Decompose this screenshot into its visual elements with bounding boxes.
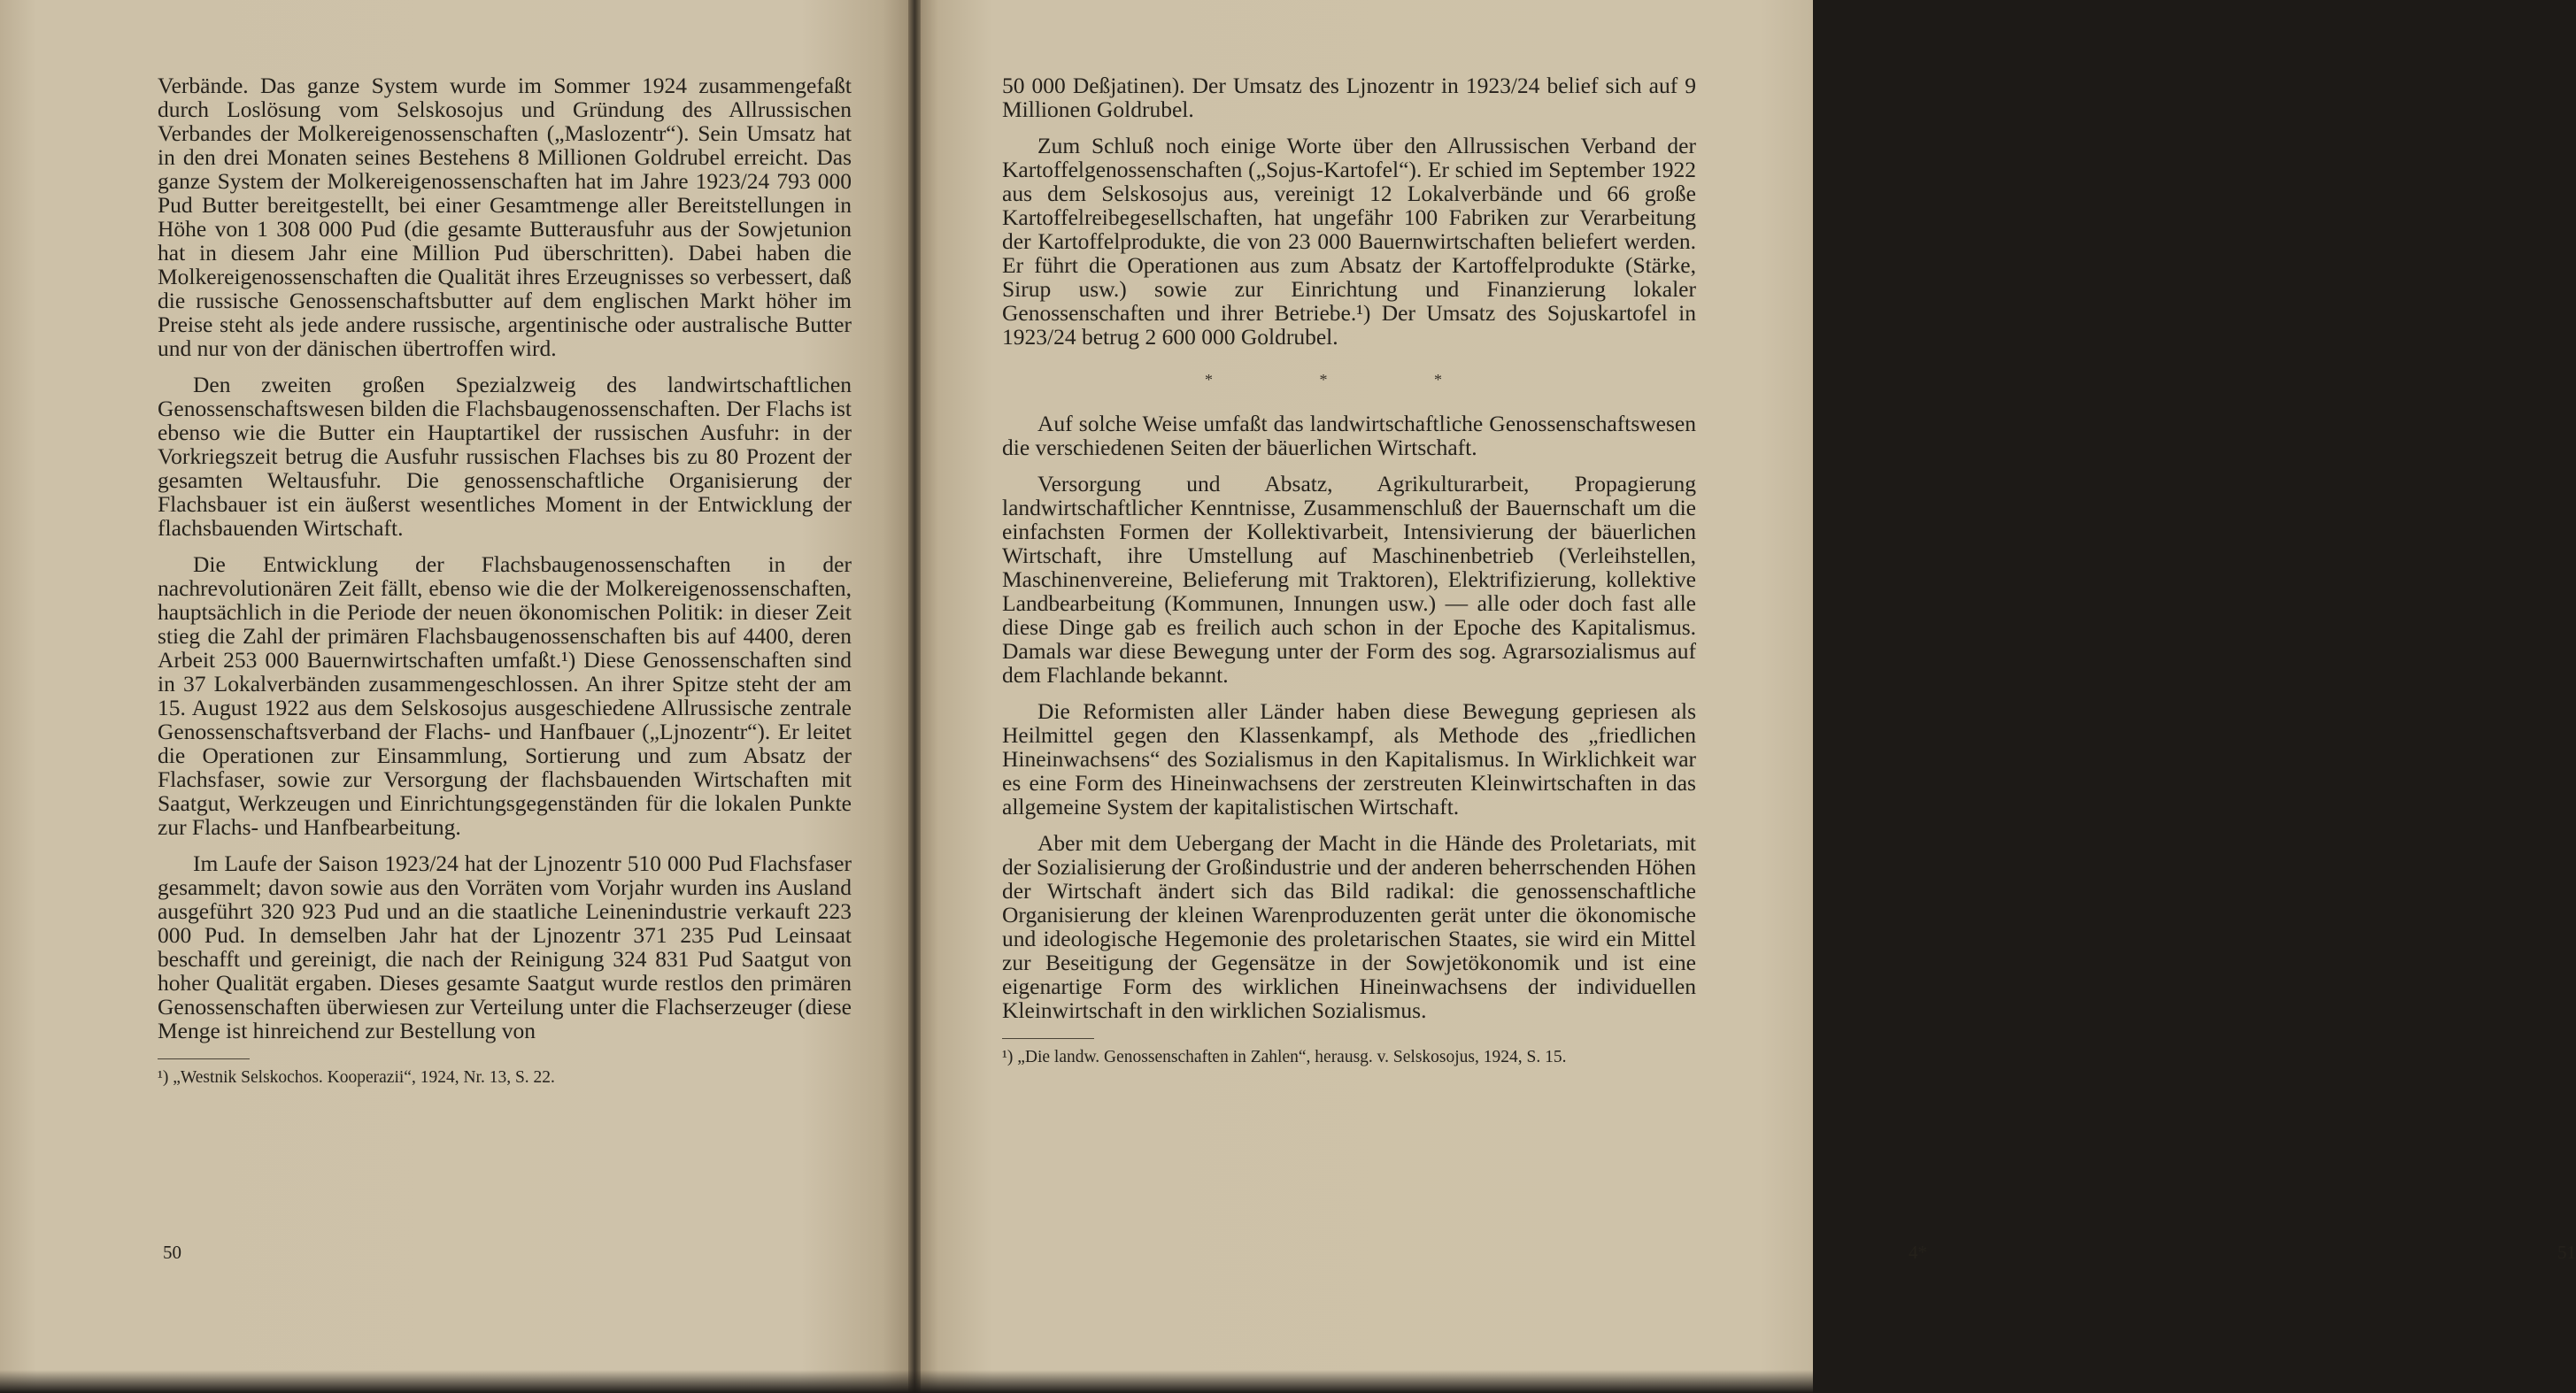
left-page-text bbox=[158, 73, 852, 1102]
left-page bbox=[0, 0, 910, 1393]
right-paragraph-5: Die Reformisten aller Länder haben diese Bewegung gepriesen als Heilmittel gegen den Klassenkampf, als Methode des „friedlichen Hineinwachsens“ des Sozialismus in den Kapitalismus. In Wirklichkeit war es eine Form des Hineinwachsens der zerstreuten Kleinwirtschaften in das allgemeine System der kapitalistischen Wirtschaft. bbox=[1002, 698, 1696, 820]
right-footnote-divider bbox=[1002, 1038, 1094, 1039]
right-footnote: ¹) „Die landw. Genossenschaften in Zahlen“, herausg. v. Selskosojus, 1924, S. 15. bbox=[1002, 1048, 1567, 1066]
right-page-text bbox=[1002, 73, 1696, 1081]
right-paragraph-1: 50 000 Deßjatinen). Der Umsatz des Ljnozentr in 1923/24 belief sich auf 9 Millionen Goldrubel. bbox=[1002, 73, 1696, 122]
right-page bbox=[921, 0, 2576, 1393]
left-paragraph-3: Die Entwicklung der Flachsbaugenossenschaften in der nachrevolutionären Zeit fällt, ebenso wie die der Molkereigenossenschaften, hauptsächlich in die Periode der neuen ökonomischen Politik: in dieser Zeit stieg die Zahl der primären Flachsbaugenossenschaften bis auf 4400, deren Arbeit 253 000 Bauernwirtschaften umfaßt.¹) Diese Genossenschaften sind in 37 Lokalverbänden zusammengeschlossen. An ihrer Spitze steht der am 15. August 1922 aus dem Selskosojus ausgeschiedene Allrussische zentrale Genossenschaftsverband der Flachs- und Hanfbauer („Ljnozentr“). Er leitet die Operationen zur Einsammlung, Sortierung und zum Absatz der Flachsfaser, sowie zur Versorgung der flachsbauenden Wirtschaften mit Saatgut, Werkzeugen und Einrichtungsgegenständen für die lokalen Punkte zur Flachs- und Hanfbearbeitung. bbox=[158, 551, 852, 840]
left-paragraph-4: Im Laufe der Saison 1923/24 hat der Ljnozentr 510 000 Pud Flachsfaser gesammelt; davon sowie aus den Vorräten vom Vorjahr wurden ins Ausland ausgeführt 320 923 Pud und an die staatliche Leinenindustrie verkauft 223 000 Pud. In demselben Jahr hat der Ljnozentr 371 235 Pud Leinsaat beschafft und gereinigt, die nach der Reinigung 324 831 Pud Saatgut von hoher Qualität ergaben. Dieses gesamte Saatgut wurde restlos den primären Genossenschaften überwiesen zur Verteilung unter die Flachserzeuger (diese Menge ist hinreichend zur Bestellung von bbox=[158, 850, 852, 1043]
left-footnote: ¹) „Westnik Selskochos. Kooperazii“, 1924, Nr. 13, S. 22. bbox=[158, 1068, 555, 1087]
left-footnote-divider bbox=[158, 1058, 250, 1059]
right-paragraph-4: Versorgung und Absatz, Agrikulturarbeit, Propagierung landwirtschaftlicher Kenntnisse, Zusammenschluß der Bauernschaft um die einfachsten Formen der Kollektivarbeit, Intensivierung der bäuerlichen Wirtschaft, ihre Umstellung auf Maschinenbetrieb (Verleihstellen, Maschinenvereine, Belieferung mit Traktoren), Elektrifizierung, kollektive Landbearbeitung (Kommunen, Innungen usw.) — alle oder doch fast alle diese Dinge gab es freilich auch schon in der Epoche des Kapitalismus. Damals war diese Bewegung unter der Form des sog. Agrarsozialismus auf dem Flachlande bekannt. bbox=[1002, 471, 1696, 688]
right-paragraph-3: Auf solche Weise umfaßt das landwirtschaftliche Genossenschaftswesen die verschiedenen Seiten der bäuerlichen Wirtschaft. bbox=[1002, 411, 1696, 460]
right-paragraph-2: Zum Schluß noch einige Worte über den Allrussischen Verband der Kartoffelgenossenschaften („Sojus-Kartofel“). Er schied im September 1922 aus dem Selskosojus aus, vereinigt 12 Lokalverbände und 66 große Kartoffelreibegesellschaften, hat ungefähr 100 Fabriken zur Verarbeitung der Kartoffelprodukte, die von 23 000 Bauernwirtschaften beliefert werden. Er führt die Operationen aus zum Absatz der Kartoffelprodukte (Stärke, Sirup usw.) sowie zur Einrichtung und Finanzierung lokaler Genossenschaften und ihrer Betriebe.¹) Der Umsatz des Sojuskartofel in 1923/24 betrug 2 600 000 Goldrubel. bbox=[1002, 133, 1696, 350]
section-break: * * * bbox=[1205, 371, 1493, 389]
left-paragraph-1: Verbände. Das ganze System wurde im Sommer 1924 zusammengefaßt durch Loslösung vom Selskosojus und Gründung des Allrussischen Verbandes der Molkereigenossenschaften („Maslozentr“). Sein Umsatz hat in den drei Monaten seines Bestehens 8 Millionen Goldrubel erreicht. Das ganze System der Molkereigenossenschaften hat im Jahre 1923/24 793 000 Pud Butter bereitgestellt, bei einer Gesamtmenge aller Bereitstellungen in Höhe von 1 308 000 Pud (die gesamte Butterausfuhr aus der Sowjetunion hat in diesem Jahr eine Million Pud überschritten). Dabei haben die Molkereigenossenschaften die Qualität ihres Erzeugnisses so verbessert, daß die russische Genossenschaftsbutter auf dem englischen Markt höher im Preise steht als jede andere russische, argentinische oder australische Butter und nur von der dänischen übertroffen wird. bbox=[158, 73, 852, 361]
left-paragraph-2: Den zweiten großen Spezialzweig des landwirtschaftlichen Genossenschaftswesen bilden die Flachsbaugenossenschaften. Der Flachs ist ebenso wie die Butter ein Hauptartikel der russischen Ausfuhr: in der Vorkriegszeit betrug die Ausfuhr russischen Flachses bis zu 80 Prozent der gesamten Weltausfuhr. Die genossenschaftliche Organisierung der Flachsbauer ist ein äußerst wesentliches Moment in der Entwicklung der flachsbauenden Wirtschaft. bbox=[158, 372, 852, 541]
left-page-number: 50 bbox=[163, 1242, 181, 1263]
page-bottom-shadow bbox=[0, 1370, 1813, 1393]
right-paragraph-6: Aber mit dem Uebergang der Macht in die Hände des Proletariats, mit der Sozialisierung der Großindustrie und der anderen beherrschenden Höhen der Wirtschaft ändert sich das Bild radikal: die genossenschaftliche Organisierung der kleinen Warenproduzenten gerät unter die ökonomische und ideologische Hegemonie des proletarischen Staates, sie wird ein Mittel zur Beseitigung der Gegensätze in der Sowjetökonomik und ist eine eigenartige Form des wirklichen Hineinwachsens der individuellen Kleinwirtschaft in den wirklichen Sozialismus. bbox=[1002, 830, 1696, 1023]
right-page-number: 51 bbox=[2557, 1242, 2576, 1263]
printer-signature-mark: 4* bbox=[1909, 1242, 1927, 1263]
